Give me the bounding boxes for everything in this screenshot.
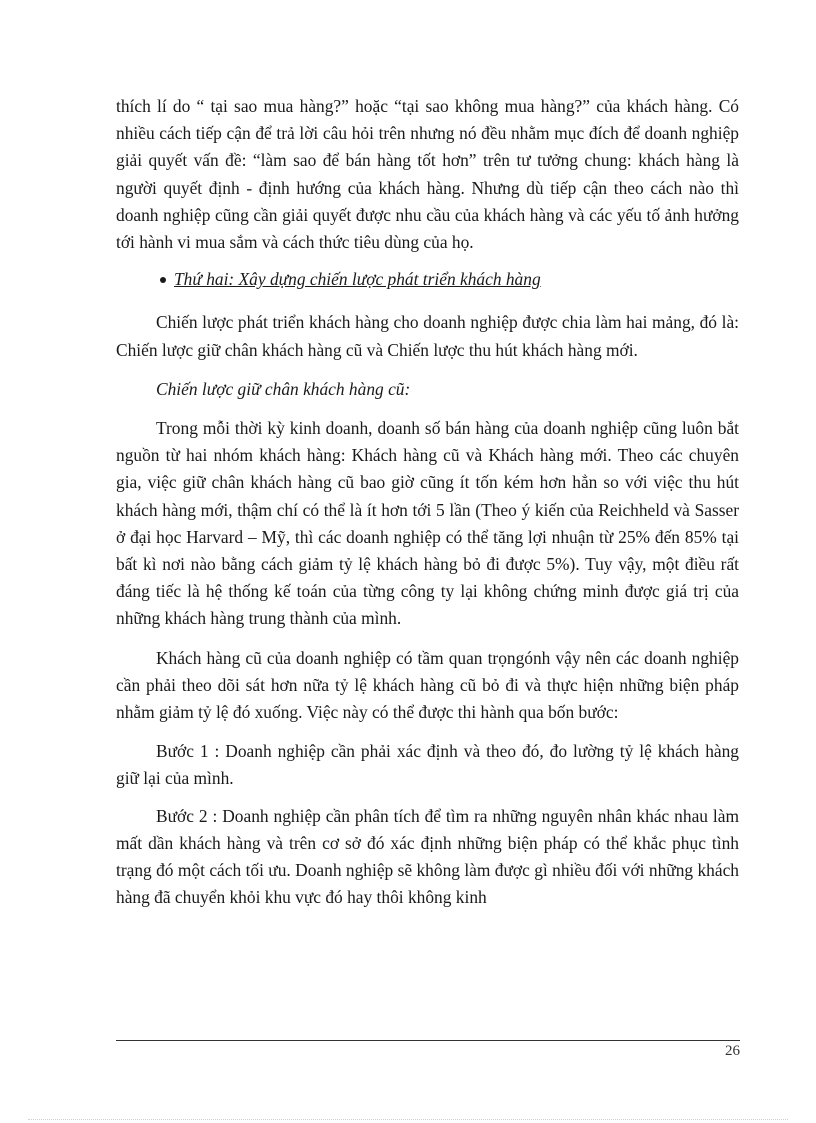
page-bottom-border	[28, 1119, 788, 1120]
subheading-retain-customers: Chiến lược giữ chân khách hàng cũ:	[156, 378, 411, 399]
paragraph-step-1: Bước 1 : Doanh nghiệp cần phải xác định và theo đó, đo lường tỷ lệ khách hàng giữ lại của mình.	[116, 741, 739, 789]
bullet-dot-icon	[160, 277, 166, 283]
paragraph-strategy-overview: Chiến lược phát triển khách hàng cho doanh nghiệp được chia làm hai mảng, đó là: Chiến lược giữ chân khách hàng cũ và Chiến lược thu hút khách hàng mới.	[116, 312, 739, 360]
page-body	[116, 93, 739, 911]
paragraph-continuation: thích lí do “ tại sao mua hàng?” hoặc “tại sao không mua hàng?” của khách hàng. Có nhiều cách tiếp cận để trả lời câu hỏi trên nhưng nó đều nhằm mục đích để doanh nghiệp giải quyết vấn đề: “làm sao để bán hàng tốt hơn” trên tư tưởng chung: khách hàng là người quyết định - định hướng của khách hàng. Nhưng dù tiếp cận theo cách nào thì doanh nghiệp cũng cần giải quyết được nhu cầu của khách hàng và các yếu tố ảnh hưởng tới hành vi mua sắm và cách thức tiêu dùng của họ.	[116, 96, 739, 253]
page-number: 26	[725, 1043, 740, 1059]
paragraph-importance: Khách hàng cũ của doanh nghiệp có tầm quan trọngónh vậy nên các doanh nghiệp cần phải theo dõi sát hơn nữa tỷ lệ khách hàng cũ bỏ đi và thực hiện những biện pháp nhằm giảm tỷ lệ đó xuống. Việc này có thể được thi hành qua bốn bước:	[116, 647, 739, 723]
footer-divider	[116, 1040, 740, 1041]
paragraph-step-2: Bước 2 : Doanh nghiệp cần phân tích để tìm ra những nguyên nhân khác nhau làm mất dần khách hàng và trên cơ sở đó xác định những biện pháp có thể khắc phục tình trạng đó một cách tối ưu. Doanh nghiệp sẽ không làm được gì nhiều đối với những khách hàng đã chuyển khỏi khu vực đó hay thôi không kinh	[116, 805, 739, 908]
bullet-heading-text: Thứ hai: Xây dựng chiến lược phát triển khách hàng	[174, 269, 541, 290]
paragraph-retention-cost: Trong mỗi thời kỳ kinh doanh, doanh số bán hàng của doanh nghiệp cũng luôn bắt nguồn từ hai nhóm khách hàng: Khách hàng cũ và Khách hàng mới. Theo các chuyên gia, việc giữ chân khách hàng cũ bao giờ cũng ít tốn kém hơn hẳn so với việc thu hút khách hàng mới, thậm chí có thể là ít hơn tới 5 lần (Theo ý kiến của Reichheld và Sasser ở đại học Harvard – Mỹ, thì các doanh nghiệp có thể tăng lợi nhuận từ 25% đến 85% tại bất kì nơi nào bằng cách giảm tỷ lệ khách hàng bỏ đi được 5%). Tuy vậy, một điều rất đáng tiếc là hệ thống kế toán của từng công ty lại không chứng minh được giá trị của những khách hàng trung thành của mình.	[116, 418, 739, 629]
bullet-heading	[116, 266, 739, 293]
